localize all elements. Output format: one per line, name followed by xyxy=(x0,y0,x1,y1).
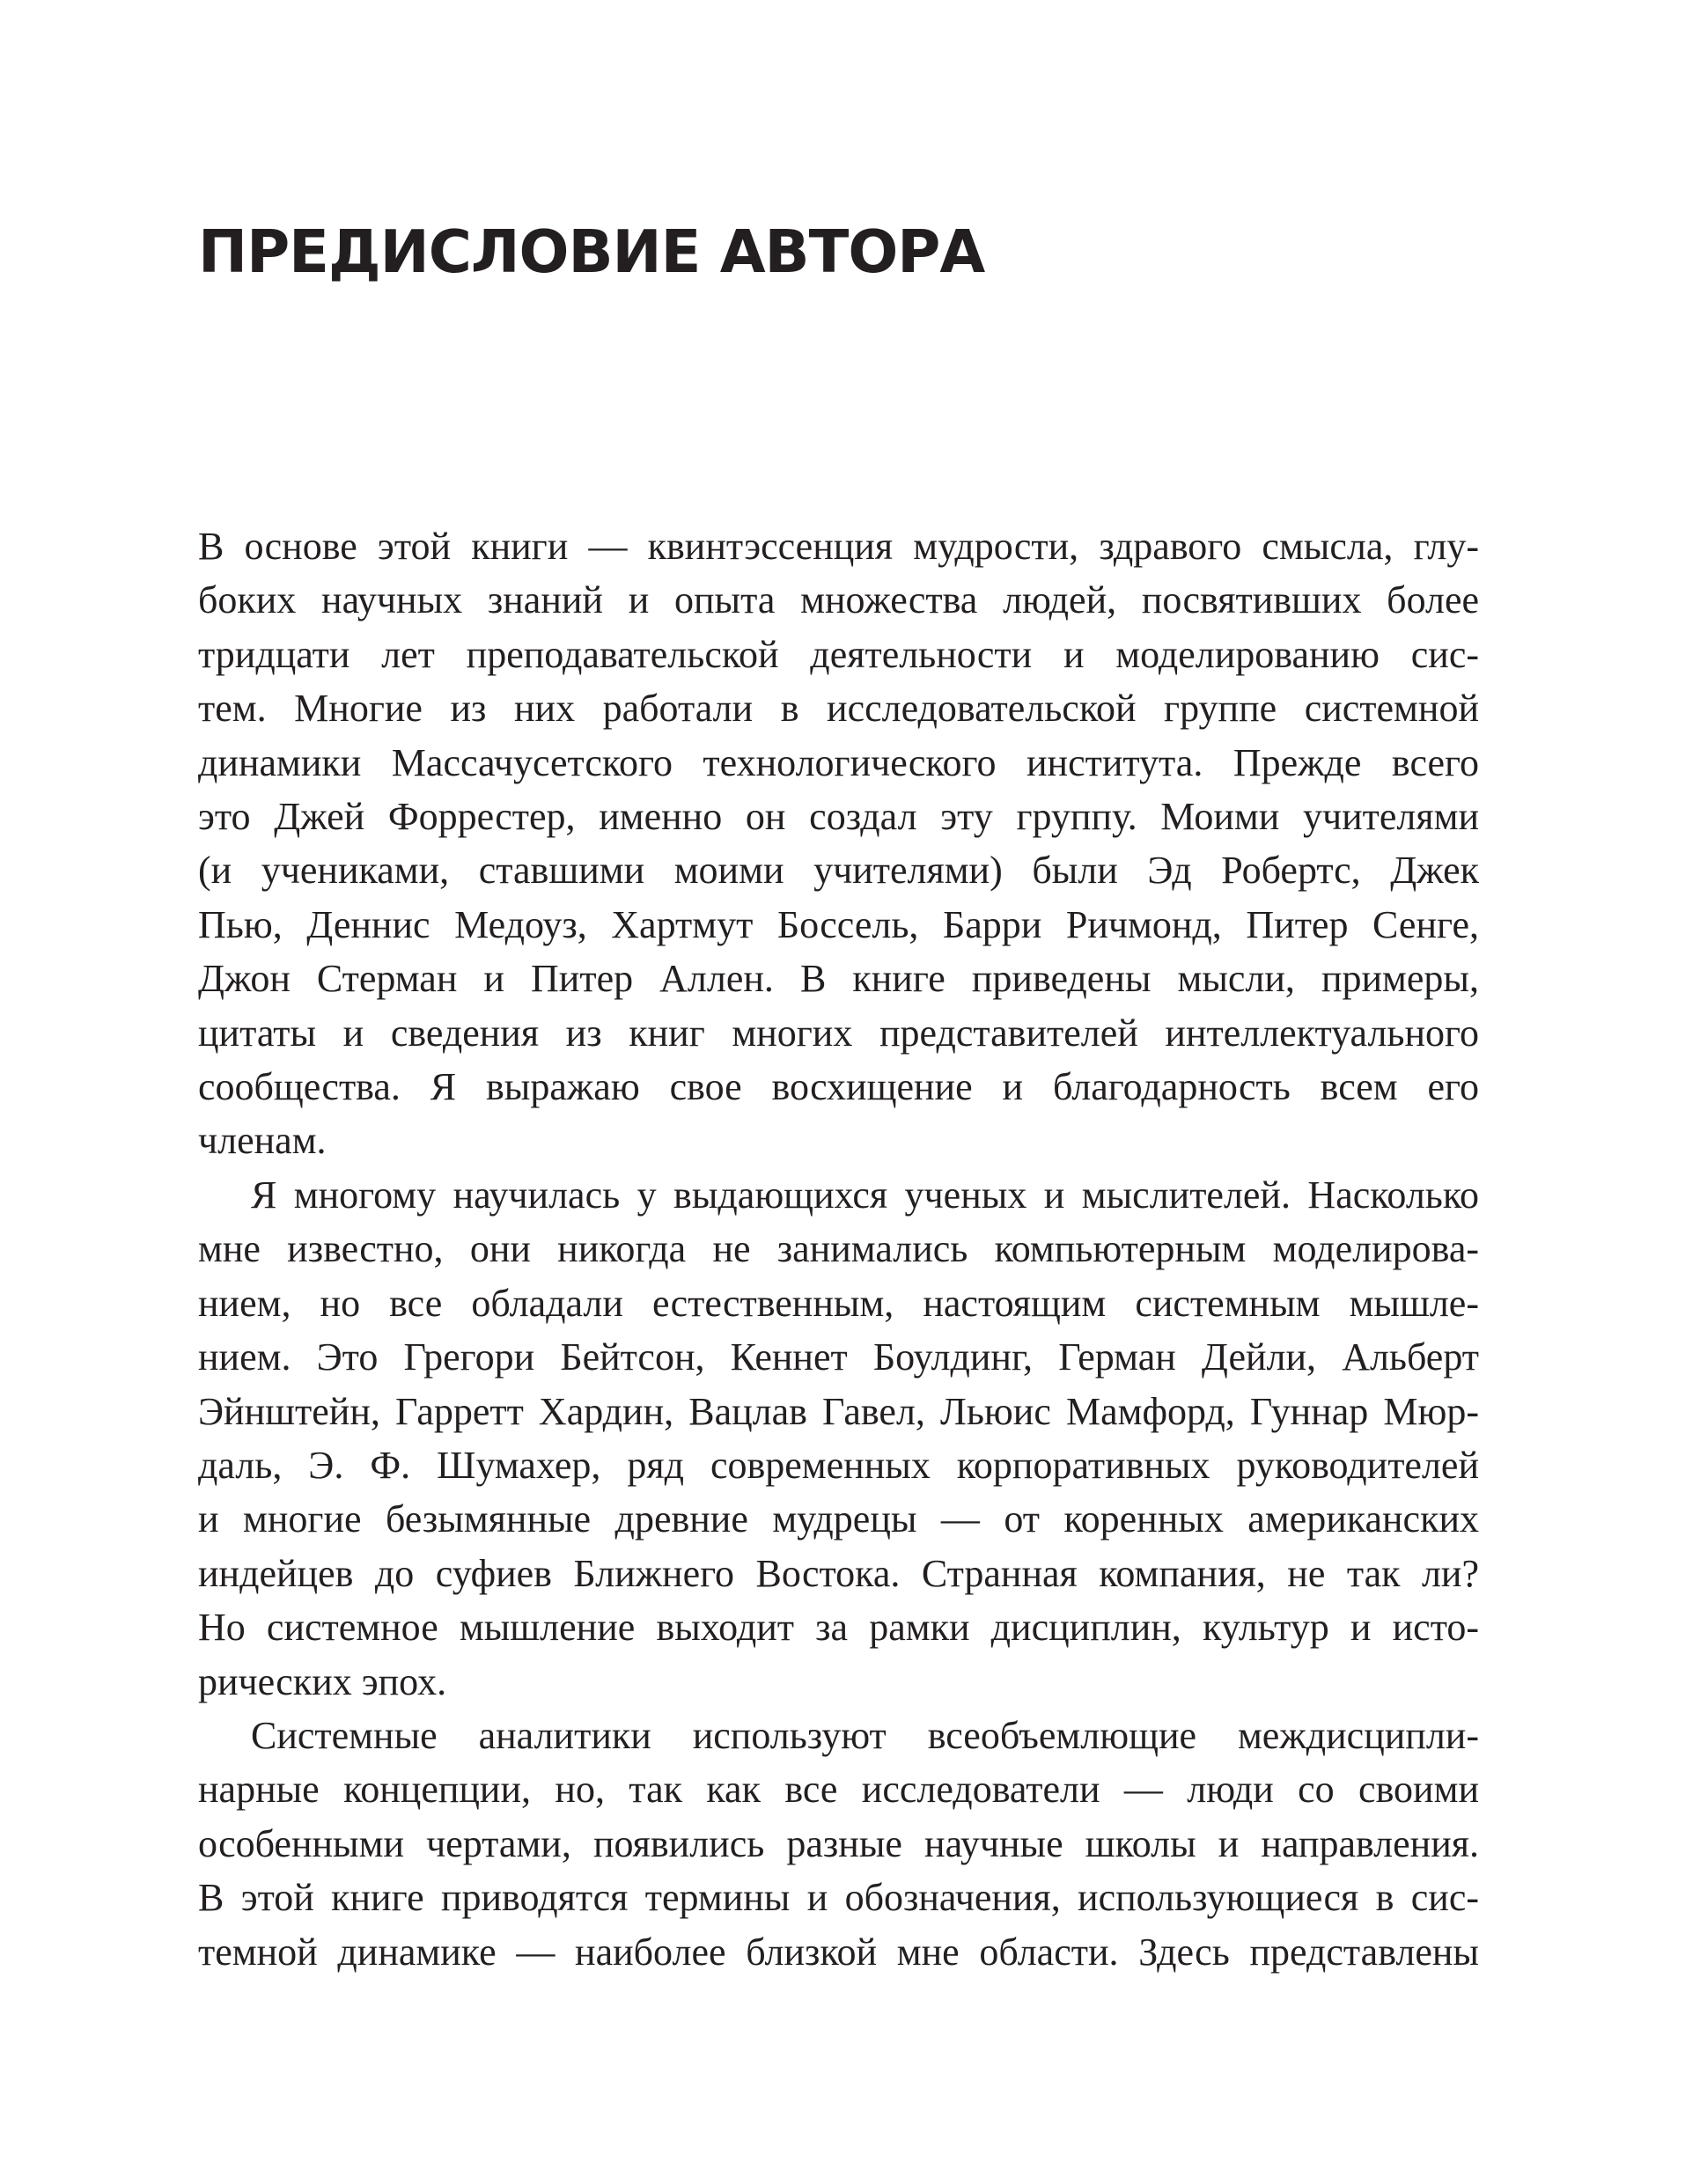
text-line: Но системное мышление выходит за рамки дисциплин, культур и исто- xyxy=(198,1606,1479,1650)
paragraph-2 xyxy=(198,1168,1479,1709)
text-line: сообщества. Я выражаю свое восхищение и благодарность всем его xyxy=(198,1065,1479,1109)
text-line: и многие безымянные древние мудрецы — от коренных американских xyxy=(198,1497,1479,1541)
text-line: Эйнштейн, Гарретт Хардин, Вацлав Гавел, Льюис Мамфорд, Гуннар Мюр- xyxy=(198,1389,1479,1433)
text-line: нием. Это Грегори Бейтсон, Кеннет Боулдинг, Герман Дейли, Альберт xyxy=(198,1335,1479,1379)
text-line: цитаты и сведения из книг многих представителей интеллектуального xyxy=(198,1011,1479,1055)
text-line: рических эпох. xyxy=(198,1659,447,1703)
text-line: тем. Многие из них работали в исследовательской группе системной xyxy=(198,687,1479,731)
text-line: Джон Стерман и Питер Аллен. В книге приведены мысли, примеры, xyxy=(198,957,1479,1001)
text-line: мне известно, они никогда не занимались компьютерным моделирова- xyxy=(198,1227,1479,1271)
text-line: В основе этой книги — квинтэссенция мудрости, здравого смысла, глу- xyxy=(198,525,1479,568)
text-line: нием, но все обладали естественным, настоящим системным мышле- xyxy=(198,1281,1479,1325)
text-line: нарные концепции, но, так как все исследователи — люди со своими xyxy=(198,1768,1479,1812)
text-line: это Джей Форрестер, именно он создал эту группу. Моими учителями xyxy=(198,795,1479,839)
text-line: даль, Э. Ф. Шумахер, ряд современных корпоративных руководителей xyxy=(198,1443,1479,1487)
chapter-title: ПРЕДИСЛОВИЕ АВТОРА xyxy=(198,217,985,286)
text-line: Я многому научилась у выдающихся ученых и мыслителей. Насколько xyxy=(251,1173,1479,1217)
text-line: членам. xyxy=(198,1119,327,1163)
paragraph-1 xyxy=(198,519,1479,1168)
text-line: Пью, Деннис Медоуз, Хартмут Боссель, Барри Ричмонд, Питер Сенге, xyxy=(198,902,1479,946)
paragraph-3 xyxy=(198,1709,1479,1979)
text-line: тридцати лет преподавательской деятельности и моделированию сис- xyxy=(198,632,1479,676)
text-line: В этой книге приводятся термины и обозначения, использующиеся в сис- xyxy=(198,1876,1479,1920)
text-line: темной динамике — наиболее близкой мне области. Здесь представлены xyxy=(198,1930,1479,1974)
text-line: особенными чертами, появились разные научные школы и направления. xyxy=(198,1821,1479,1865)
text-line: Системные аналитики используют всеобъемлющие междисципли- xyxy=(251,1713,1479,1757)
text-line: индейцев до суфиев Ближнего Востока. Странная компания, не так ли? xyxy=(198,1551,1479,1595)
text-line: динамики Массачусетского технологического института. Прежде всего xyxy=(198,740,1479,784)
text-line: боких научных знаний и опыта множества людей, посвятивших более xyxy=(198,578,1479,622)
body-text xyxy=(198,519,1479,1979)
text-line: (и учениками, ставшими моими учителями) были Эд Робертс, Джек xyxy=(198,849,1479,893)
